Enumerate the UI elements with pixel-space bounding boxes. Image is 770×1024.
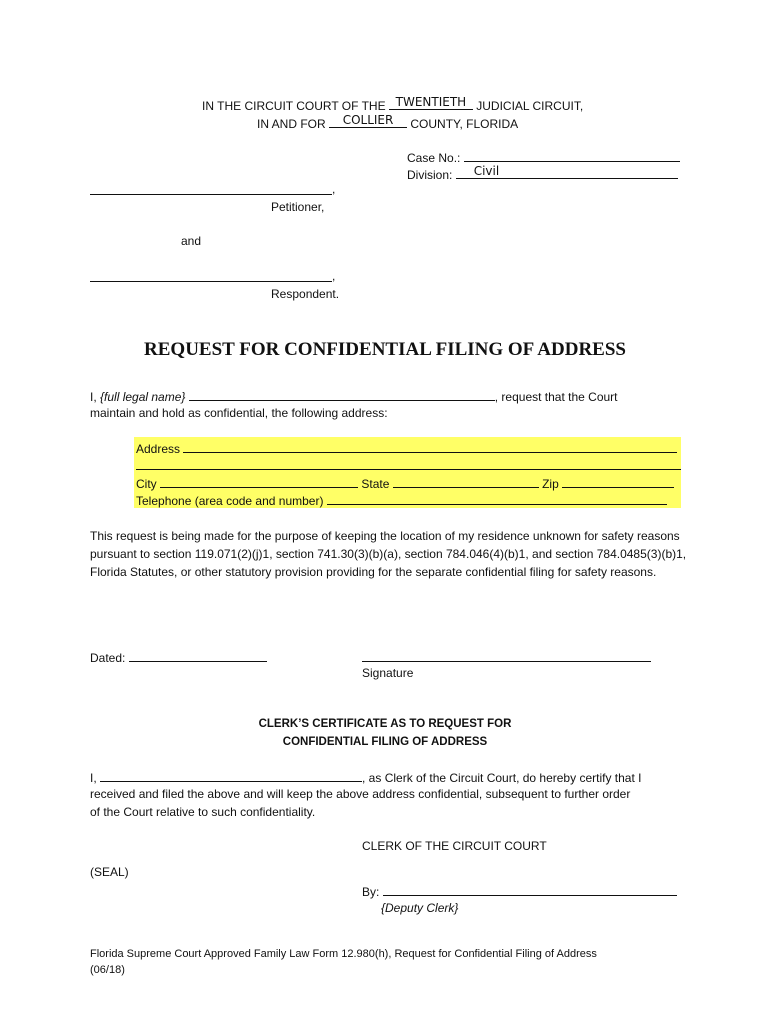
deputy-clerk-signature-field[interactable] — [383, 883, 677, 896]
clerk-of-court-label: CLERK OF THE CIRCUIT COURT — [362, 839, 547, 853]
division-value: Civil — [473, 164, 500, 178]
address-row — [136, 440, 677, 456]
circuit-value: TWENTIETH — [395, 95, 467, 109]
county-suffix: COUNTY, FLORIDA — [410, 117, 519, 131]
full-name-label: {full legal name} — [100, 390, 186, 404]
request-prefix: I, — [90, 390, 97, 404]
circuit-field[interactable] — [389, 95, 473, 110]
telephone-row — [136, 492, 667, 508]
division-row — [407, 164, 678, 182]
by-row — [362, 883, 677, 899]
state-field[interactable] — [393, 475, 539, 488]
petitioner-name-field[interactable] — [90, 182, 332, 195]
division-field[interactable] — [456, 164, 678, 179]
full-name-field[interactable] — [189, 388, 495, 401]
dated-row — [90, 649, 267, 665]
telephone-field[interactable] — [327, 492, 667, 505]
respondent-name-field[interactable] — [90, 269, 332, 282]
dated-field[interactable] — [129, 649, 267, 662]
petitioner-label: Petitioner, — [271, 200, 325, 214]
footer-revision-date: (06/18) — [90, 964, 125, 976]
by-label: By: — [362, 885, 380, 899]
signature-field[interactable] — [362, 649, 651, 662]
address-label: Address — [136, 442, 181, 456]
court-header-line2 — [257, 113, 518, 131]
and-label: and — [181, 234, 202, 248]
court-header-suffix: JUDICIAL CIRCUIT, — [476, 99, 584, 113]
county-prefix: IN AND FOR — [257, 117, 326, 131]
county-field[interactable] — [329, 113, 407, 128]
clerk-certificate-heading-1: CLERK’S CERTIFICATE AS TO REQUEST FOR — [258, 718, 512, 730]
clerk-prefix: I, — [90, 771, 97, 785]
address-row-2 — [136, 457, 681, 473]
state-label: State — [361, 477, 390, 491]
case-number-row — [407, 147, 680, 165]
county-value: COLLIER — [342, 113, 394, 127]
request-line1 — [90, 388, 618, 404]
footer-form-title: Florida Supreme Court Approved Family Law Form 12.980(h), Request for Confidential Filing of Address — [90, 948, 597, 960]
petitioner-comma: , — [332, 182, 336, 196]
seal-label: (SEAL) — [90, 865, 129, 879]
court-header-prefix: IN THE CIRCUIT COURT OF THE — [202, 99, 386, 113]
court-header-line1 — [202, 95, 583, 113]
zip-field[interactable] — [562, 475, 674, 488]
case-number-label: Case No.: — [407, 151, 461, 165]
signature-label: Signature — [362, 666, 414, 680]
request-line2: maintain and hold as confidential, the following address: — [90, 406, 388, 420]
request-suffix: , request that the Court — [494, 390, 618, 404]
deputy-clerk-label: {Deputy Clerk} — [381, 901, 459, 915]
city-state-zip-row — [136, 475, 674, 491]
address-field[interactable] — [183, 440, 677, 453]
dated-label: Dated: — [90, 651, 126, 665]
division-label: Division: — [407, 168, 453, 182]
clerk-certificate-line3: of the Court relative to such confidentiality. — [90, 805, 316, 819]
address-line2-field[interactable] — [136, 457, 681, 470]
clerk-certificate-line2: received and filed the above and will keep the above address confidential, subsequent to further order — [90, 787, 631, 801]
document-title: REQUEST FOR CONFIDENTIAL FILING OF ADDRESS — [144, 339, 626, 360]
clerk-certificate-heading-2: CONFIDENTIAL FILING OF ADDRESS — [282, 736, 488, 748]
respondent-label: Respondent. — [271, 287, 340, 301]
case-number-field[interactable] — [464, 147, 680, 162]
clerk-certificate-line1 — [90, 769, 641, 785]
telephone-label: Telephone (area code and number) — [136, 494, 324, 508]
clerk-suffix: , as Clerk of the Circuit Court, do hereby certify that I — [362, 771, 642, 785]
respondent-comma: , — [332, 269, 336, 283]
city-field[interactable] — [160, 475, 358, 488]
zip-label: Zip — [542, 477, 559, 491]
clerk-name-field[interactable] — [100, 769, 362, 782]
city-label: City — [136, 477, 157, 491]
purpose-paragraph: This request is being made for the purpose of keeping the location of my residence unknown for safety reasons pursuant to section 119.071(2)(j)1, section 741.30(3)(b)(a), section 784.046(4)(b)1, and section 784.0485(3)(b)1, Florida Statutes, or other statutory provision providing for the separate confidential filing for safety reasons. — [90, 529, 687, 579]
